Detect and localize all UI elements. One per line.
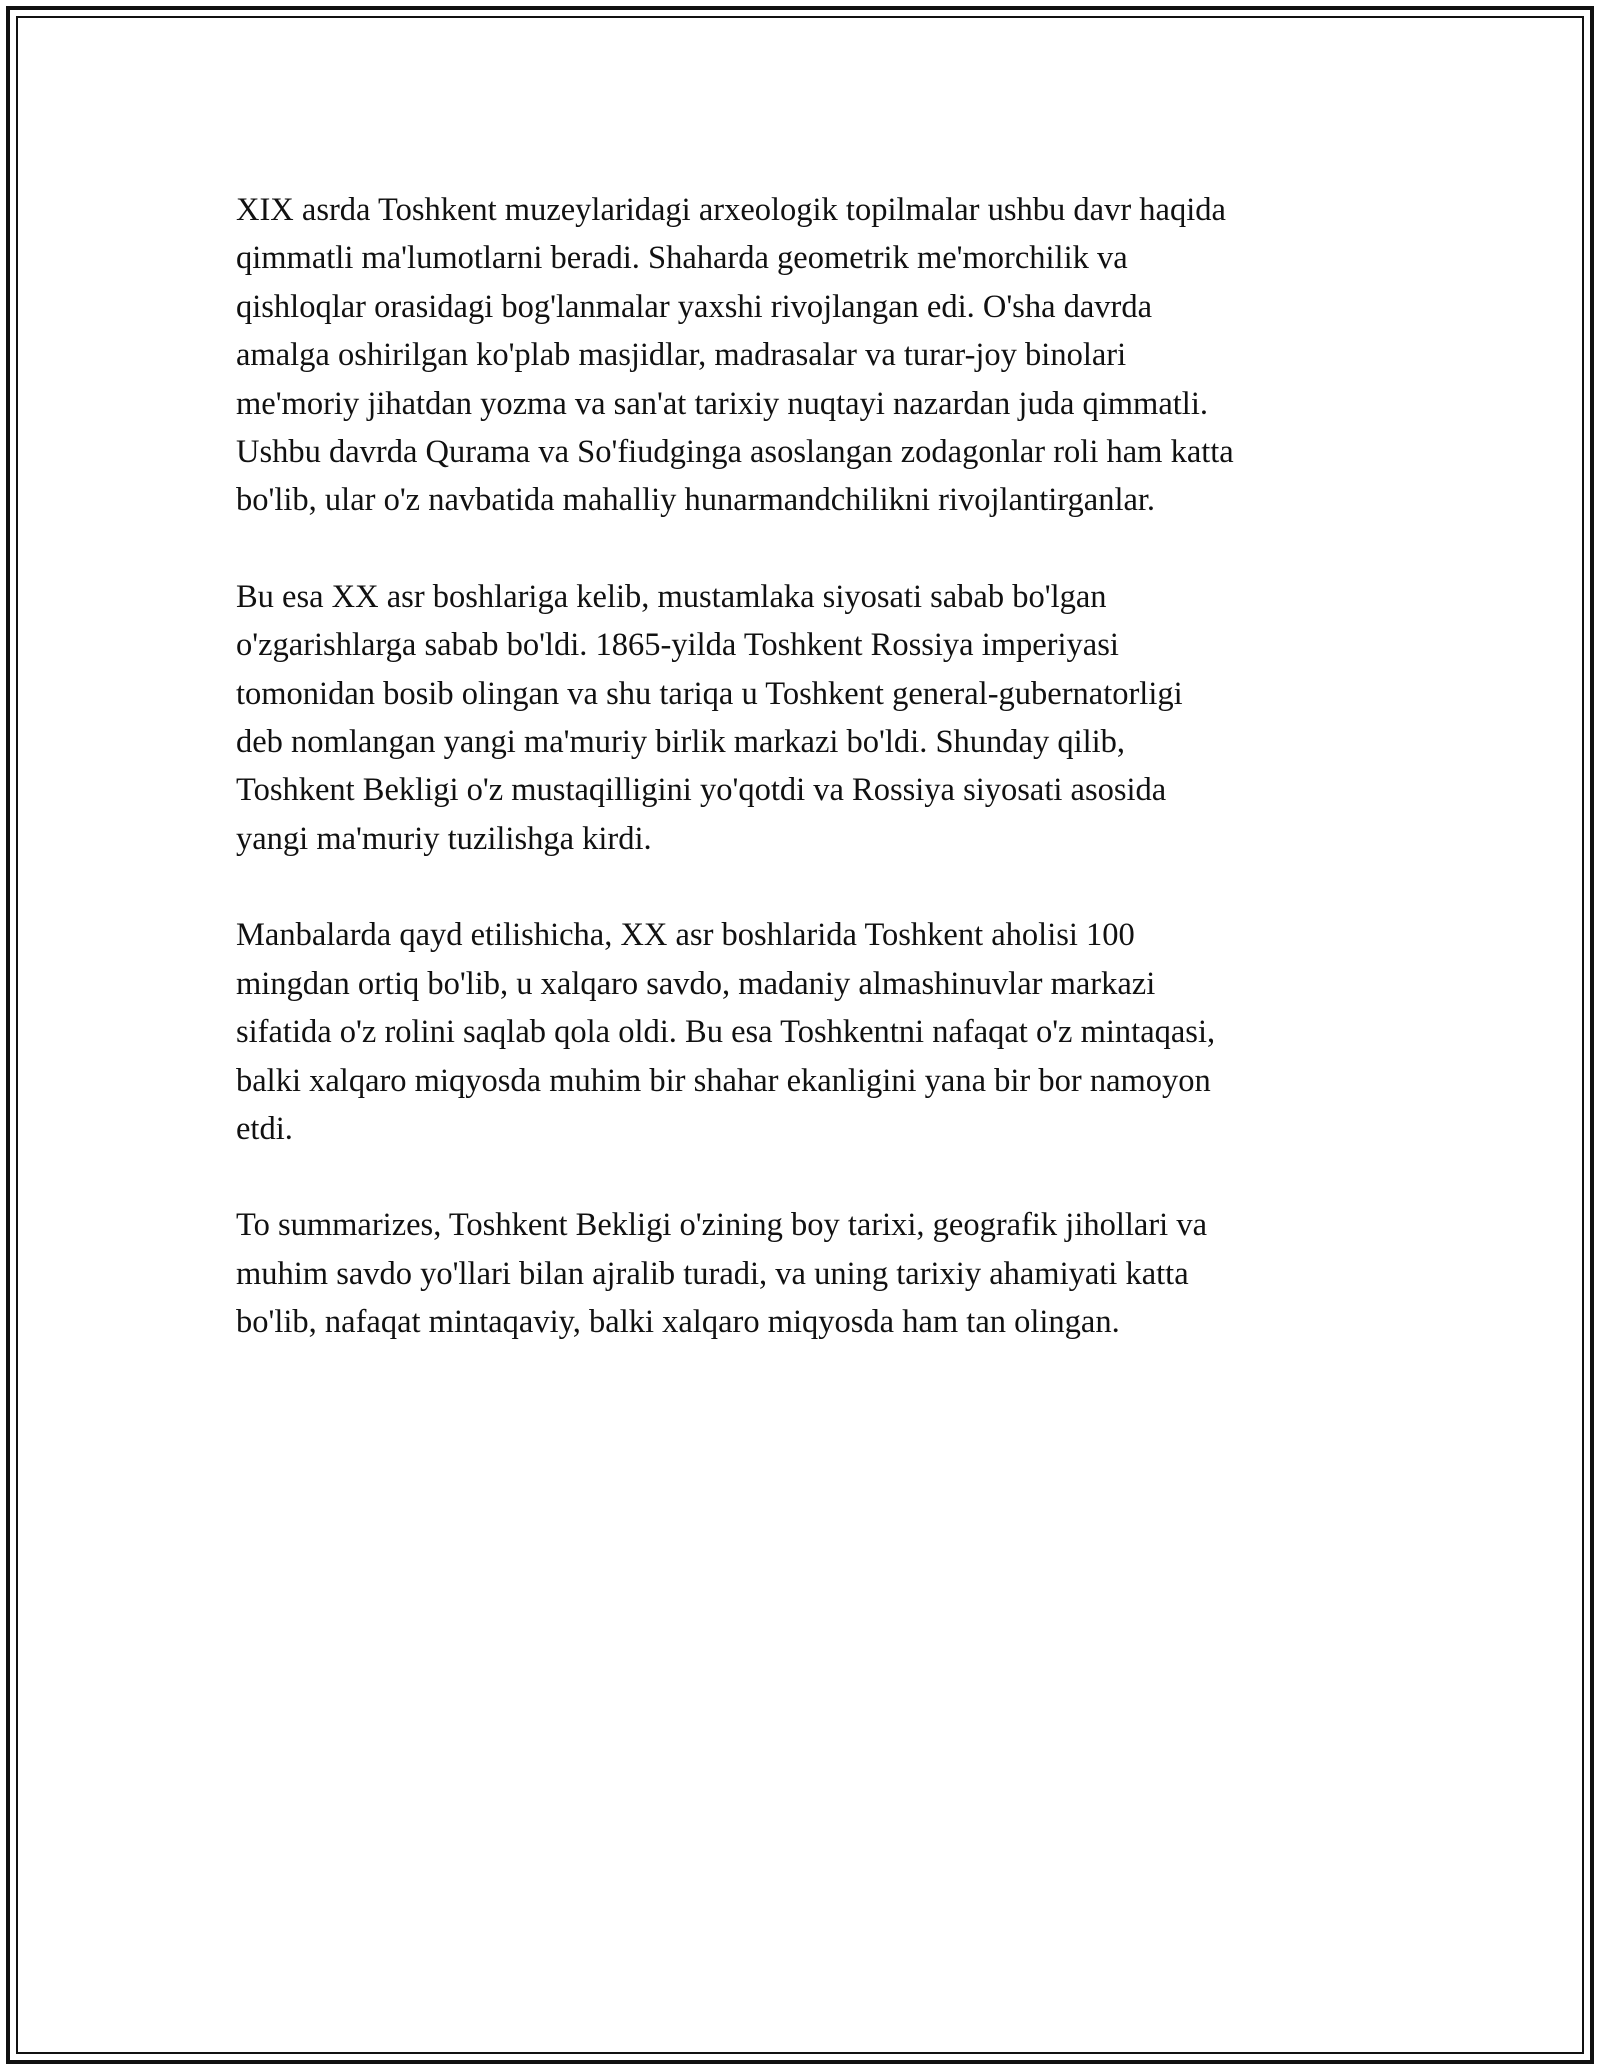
paragraph-1: XIX asrda Toshkent muzeylaridagi arxeologik topilmalar ushbu davr haqida qimmatli ma'lumotlarni beradi. Shaharda geometrik me'morchilik va qishloqlar orasidagi bog'lanmalar yaxshi rivojlangan edi. O'sha davrda amalga oshirilgan ko'plab masjidlar, madrasalar va turar-joy binolari me'moriy jihatdan yozma va san'at tarixiy nuqtayi nazardan juda qimmatli. Ushbu davrda Qurama va So'fiudginga asoslangan zodagonlar roli ham katta bo'lib, ular o'z navbatida mahalliy hunarmandchilikni rivojlantirganlar.: [236, 192, 1234, 519]
paragraph-3: Manbalarda qayd etilishicha, XX asr boshlarida Toshkent aholisi 100 mingdan ortiq bo'lib, u xalqaro savdo, madaniy almashinuvlar markazi sifatida o'z rolini saqlab qola oldi. Bu esa Toshkentni nafaqat o'z mintaqasi, balki xalqaro miqyosda muhim bir shahar ekanligini yana bir bor namoyon etdi.: [236, 917, 1216, 1147]
paragraph-4: To summarizes, Toshkent Bekligi o'zining boy tarixi, geografik jihollari va muhim savdo yo'llari bilan ajralib turadi, va uning tarixiy ahamiyati katta bo'lib, nafaqat mintaqaviy, balki xalqaro miqyosda ham tan olingan.: [236, 1207, 1208, 1341]
document-body: [236, 186, 1366, 1395]
paragraph-2: Bu esa XX asr boshlariga kelib, mustamlaka siyosati sabab bo'lgan o'zgarishlarga sabab bo'ldi. 1865-yilda Toshkent Rossiya imperiyasi tomonidan bosib olingan va shu tariqa u Toshkent general-gubernatorligi deb nomlangan yangi ma'muriy birlik markazi bo'ldi. Shunday qilib, Toshkent Bekligi o'z mustaqilligini yo'qotdi va Rossiya siyosati asosida yangi ma'muriy tuzilishga kirdi.: [236, 578, 1183, 857]
